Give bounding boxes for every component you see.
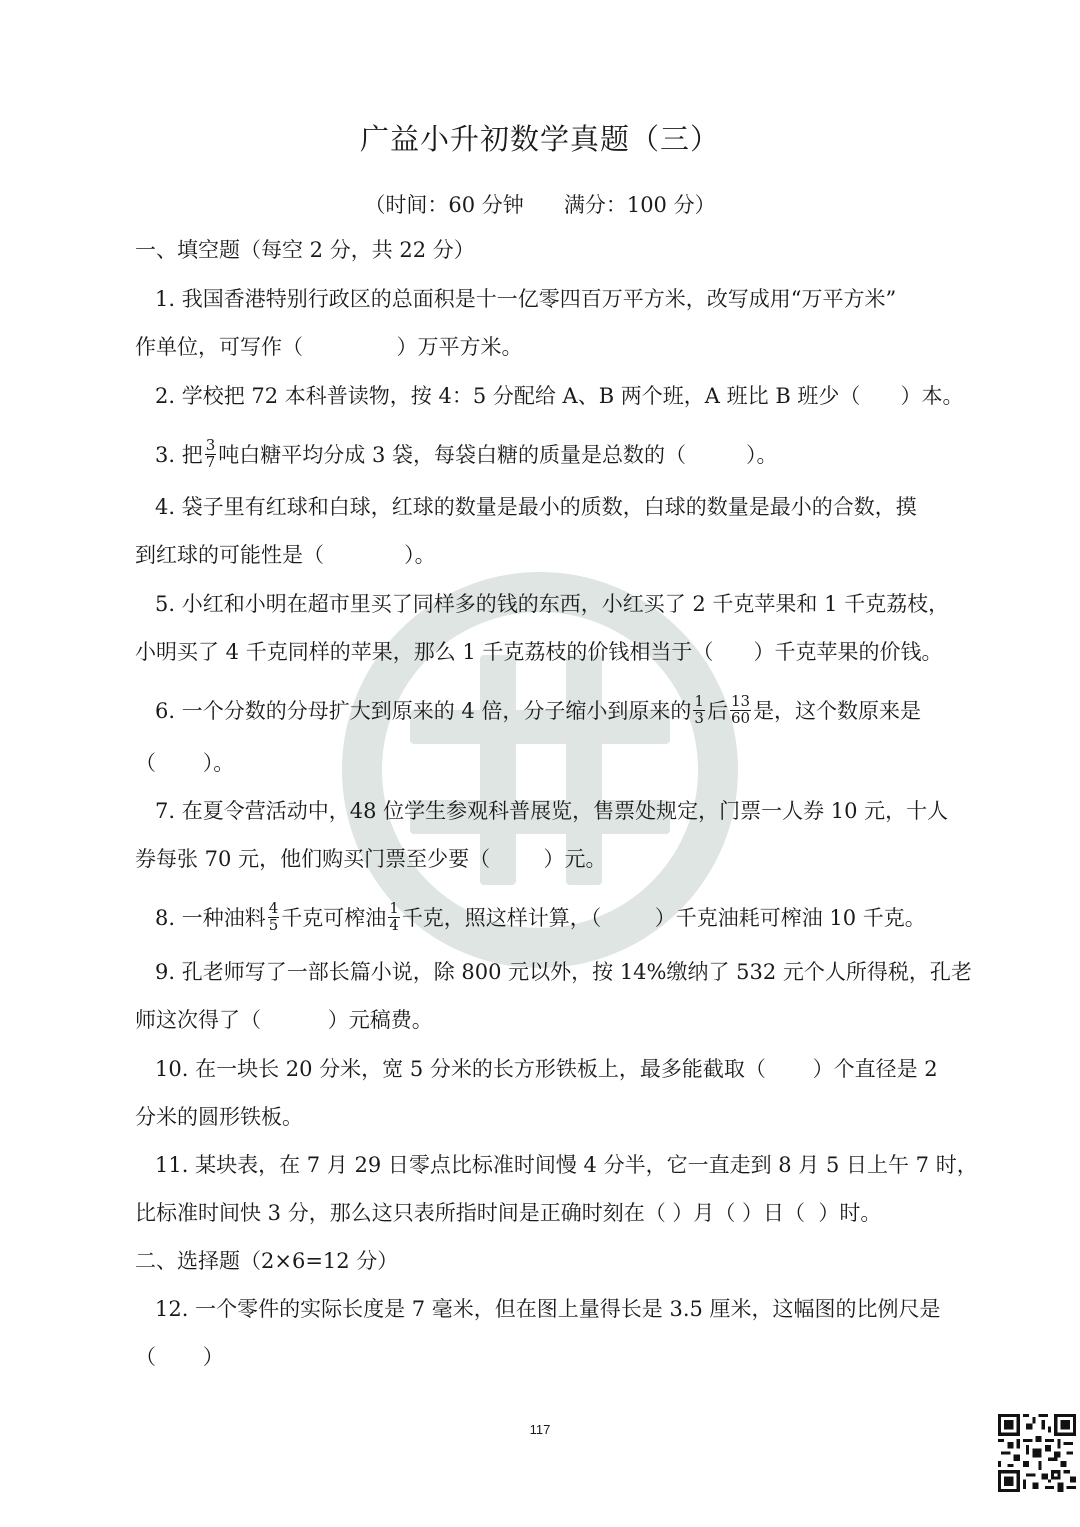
question-10-line-1: 10. 在一块长 20 分米，宽 5 分米的长方形铁板上，最多能截取（ ）个直径是 2 [155,1057,938,1081]
question-9-line-1: 9. 孔老师写了一部长篇小说，除 800 元以外，按 14%缴纳了 532 元个人所得税，孔老 [155,960,972,984]
question-12-line-2: （ ） [135,1345,224,1369]
question-7-line-2: 券每张 70 元，他们购买门票至少要（ ）元。 [135,847,607,871]
question-4-line-2: 到红球的可能性是（ ）。 [135,543,436,567]
fraction: $\frac{1}{3}$ [694,692,704,727]
fraction: $\frac{13}{60}$ [730,692,751,727]
question-7-line-1: 7. 在夏令营活动中，48 位学生参观科普展览，售票处规定，门票一人券 10 元，十人 [155,799,949,823]
question-3: 3. 把 $\frac{3}{7}$ 吨白糖平均分成 3 袋，每袋白糖的质量是总数的（ ）。 [155,436,778,471]
question-4-line-1: 4. 袋子里有红球和白球，红球的数量是最小的质数，白球的数量是最小的合数，摸 [155,495,917,519]
question-5-line-1: 5. 小红和小明在超市里买了同样多的钱的东西，小红买了 2 千克苹果和 1 千克荔枝， [155,592,950,616]
question-1-line-2: 作单位，可写作（ ）万平方米。 [135,335,523,359]
page-title: 广益小升初数学真题（三） [359,122,720,156]
exam-info: （时间：60 分钟 满分：100 分） [364,193,716,217]
question-2: 2. 学校把 72 本科普读物，按 4：5 分配给 A、B 两个班，A 班比 B 班少（ ）本。 [155,384,964,408]
question-5-line-2: 小明买了 4 千克同样的苹果，那么 1 千克荔枝的价钱相当于（ ）千克苹果的价钱。 [135,640,943,664]
section-heading-multiple-choice: 二、选择题（2×6=12 分） [135,1249,399,1273]
fraction: $\frac{1}{4}$ [389,899,399,934]
question-10-line-2: 分米的圆形铁板。 [135,1105,303,1129]
page-number: 117 [529,1422,551,1437]
section-heading-fill-in: 一、填空题（每空 2 分，共 22 分） [135,238,475,262]
question-1-line-1: 1. 我国香港特别行政区的总面积是十一亿零四百万平方米，改写成用“万平方米” [155,287,897,311]
question-8: 8. 一种油料 $\frac{4}{5}$ 千克可榨油 $\frac{1}{4}$ 千克，照这样计算，（ ）千克油耗可榨油 10 千克。 [155,899,926,934]
question-12-line-1: 12. 一个零件的实际长度是 7 毫米，但在图上量得长是 3.5 厘米，这幅图的比例尺是 [155,1297,941,1321]
question-11-line-2: 比标准时间快 3 分，那么这只表所指时间是正确时刻在（ ）月（ ）日（ ）时。 [135,1201,882,1225]
question-6-line-2: （ ）。 [135,751,235,775]
question-9-line-2: 师这次得了（ ）元稿费。 [135,1008,433,1032]
qr-code-icon [998,1414,1076,1492]
question-6-line-1: 6. 一个分数的分母扩大到原来的 4 倍，分子缩小到原来的 $\frac{1}{3}$ 后 $\frac{13}{60}$ 是，这个数原来是 [155,692,922,727]
question-11-line-1: 11. 某块表，在 7 月 29 日零点比标准时间慢 4 分半，它一直走到 8 月 5 日上午 7 时， [155,1153,978,1177]
fraction: $\frac{4}{5}$ [268,899,279,934]
fraction: $\frac{3}{7}$ [205,436,216,471]
